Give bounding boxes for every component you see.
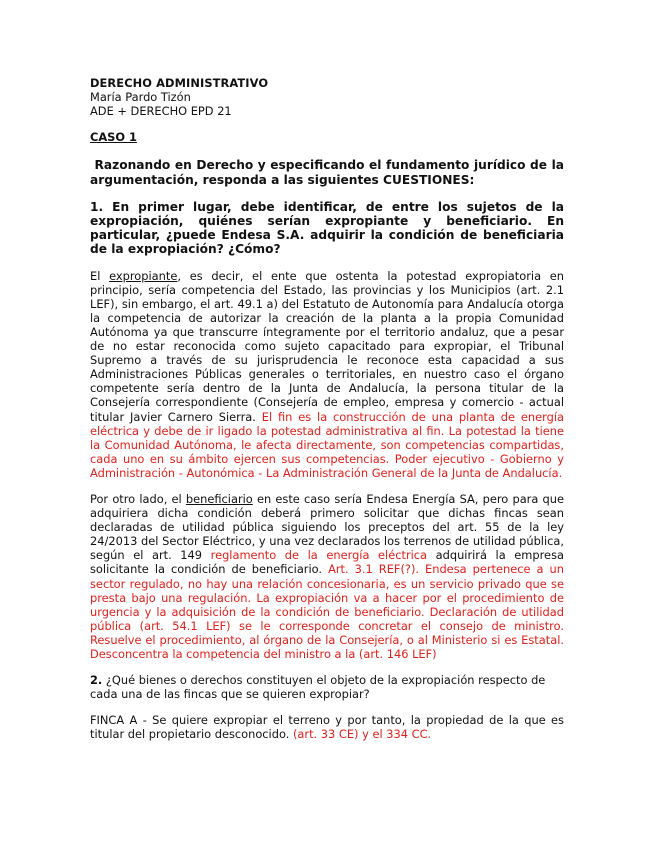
answer-beneficiario — [90, 492, 568, 662]
case-title: CASO 1 — [90, 130, 137, 145]
para-lead: El — [90, 268, 110, 283]
group-label: ADE + DERECHO EPD 21 — [90, 104, 232, 119]
term-beneficiario: beneficiario — [185, 492, 253, 506]
course-title: DERECHO ADMINISTRATIVO — [90, 76, 269, 90]
para-body: , es decir, el ente que ostenta la potestad expropiatoria en principio, sería competencia del Estado, las provincias y los Municipios (art. 2.1 LEF), sin embargo, el art. 49.1 a) del Estatuto de Autonomía para Andalucía otorga la competencia de autorizar la creación de la planta a la propia Comunidad Autónoma ya que transcurre íntegramente por el territorio andaluz, que a pesar de no estar reconocida como sujeto capacitado para expropiar, el Tribunal Supremo a través de su jurisprudencia le reconoce esta capacidad a sus Administraciones Públicas generales o territoriales, en nuestro caso el órgano competente sería dentro de la Junta de Andalucía, la persona titular de la Consejería correspondiente (Consejería de empleo, empresa y comercio - actual titular Javier Carnero Sierra. — [90, 268, 568, 424]
answer-finca-a — [90, 713, 568, 742]
red-annotation: reglamento de la energía eléctrica — [210, 548, 428, 563]
para-body: en este caso sería Endesa Energía SA, pero para que adquiriera dicha condición deberá primero solicitar que dichas fincas sean declaradas de utilidad pública siguiendo los preceptos del art. 55 de la ley 24/2013 del Sector Eléctrico, y una vez declarados los terrenos de utilidad pública, según el art. 149 — [90, 492, 568, 563]
question-2-number: 2. — [90, 673, 103, 688]
para-lead: Por otro lado, el — [90, 492, 186, 506]
para-body-2: adquirirá la empresa solicitante la condición de beneficiario. — [90, 548, 568, 577]
document-page — [90, 76, 569, 742]
para-body: FINCA A - Se quiere expropiar el terreno y por tanto, la propiedad de la que es titular del propietario desconocido. — [90, 713, 568, 742]
answer-expropiante — [90, 268, 568, 480]
red-annotation: (art. 33 CE) y el 334 CC. — [292, 727, 432, 742]
question-2-text: ¿Qué bienes o derechos constituyen el objeto de la expropiación respecto de cada una de las fincas que se quieren expropiar? — [90, 673, 549, 702]
question-2 — [90, 673, 564, 701]
red-annotation: El fin es la construcción de una planta de energía eléctrica y debe de ir ligado la potestad administrativa al fin. La potestad la tiene la Comunidad Autónoma, le afecta directamente, son competencias compartidas, cada uno en su ámbito ejercen sus competencias. Poder ejecutivo - Gobierno y Administración - Autonómica - La Administración General de la Junta de Andalucía. — [90, 409, 565, 480]
question-1: 1. En primer lugar, debe identificar, de entre los sujetos de la expropiación, quiénes serían expropiante y beneficiario. En particular, ¿puede Endesa S.A. adquirir la condición de beneficiaria de la expropiación? ¿Cómo? — [90, 199, 564, 257]
author-name: María Pardo Tizón — [90, 90, 191, 105]
term-expropiante: expropiante — [109, 268, 178, 283]
red-annotation: Art. 3.1 REF(?). Endesa pertenece a un sector regulado, no hay una relación concesionaria, es un servicio privado que se presta bajo una regulación. La expropiación va a hacer por el procedimiento de urgencia y la adquisición de la condición de beneficiario. Declaración de utilidad pública (art. 54.1 LEF) se le corresponde concretar el consejo de ministro. Resuelve el procedimiento, al órgano de la Consejería, o al Ministerio si es Estatal. Desconcentra la competencia del ministro a la (art. 146 LEF) — [90, 562, 564, 662]
instructions: Razonando en Derecho y especificando el fundamento jurídico de la argumentación, responda a las siguientes CUESTIONES: — [90, 158, 569, 187]
